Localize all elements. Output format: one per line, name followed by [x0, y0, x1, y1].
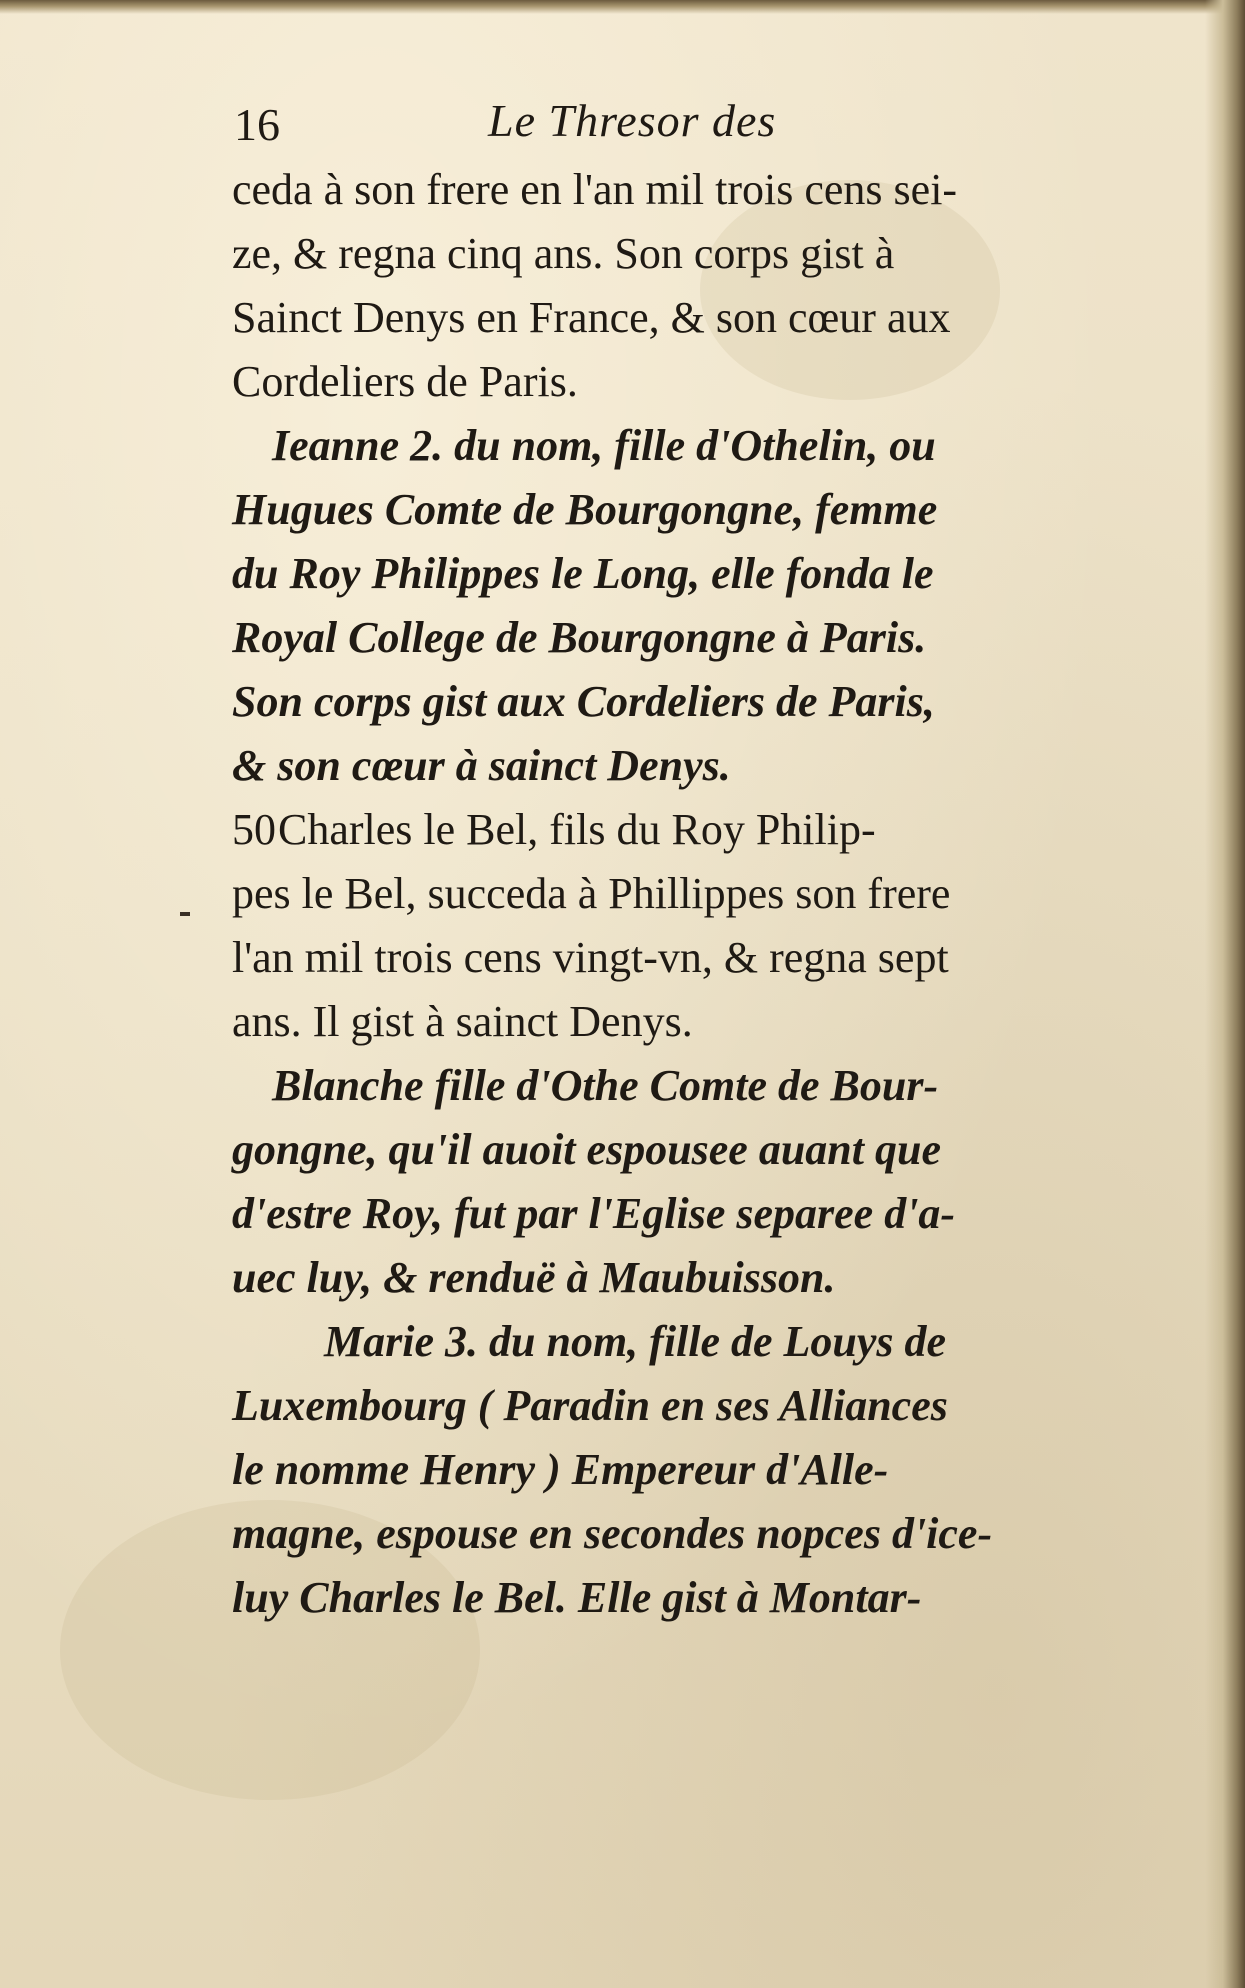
running-head: Le Thresor des [488, 95, 777, 146]
text-line-body: Charles le Bel, fils du Roy Philip- [278, 805, 876, 854]
text-line: Marie 3. du nom, fille de Louys de [324, 1317, 947, 1366]
text-line: Sainct Denys en France, & son cœur aux [232, 293, 951, 342]
text-line: pes le Bel, succeda à Phillippes son frere [232, 869, 951, 918]
text-line-numbered [232, 798, 1072, 862]
page-top-edge [0, 0, 1245, 14]
text-line: ans. Il gist à sainct Denys. [232, 997, 693, 1046]
text-line: Royal College de Bourgongne à Paris. [232, 613, 927, 662]
text-line: Cordeliers de Paris. [232, 357, 578, 406]
text-line: l'an mil trois cens vingt-vn, & regna sept [232, 933, 949, 982]
page-gutter-shadow [1205, 0, 1245, 1988]
text-line: gongne, qu'il auoit espousee auant que [232, 1125, 942, 1174]
text-line: le nomme Henry ) Empereur d'Alle- [232, 1445, 889, 1494]
text-line: uec luy, & renduë à Maubuisson. [232, 1253, 836, 1302]
marginal-number: 50 [232, 805, 276, 854]
text-line: du Roy Philippes le Long, elle fonda le [232, 549, 934, 598]
text-line: d'estre Roy, fut par l'Eglise separee d'a- [232, 1189, 956, 1238]
text-line: Ieanne 2. du nom, fille d'Othelin, ou [272, 421, 936, 470]
text-line: Son corps gist aux Cordeliers de Paris, [232, 677, 935, 726]
margin-mark [180, 912, 190, 916]
text-line: Luxembourg ( Paradin en ses Alliances [232, 1381, 948, 1430]
page-header [232, 92, 1072, 158]
text-line: luy Charles le Bel. Elle gist à Montar- [232, 1573, 922, 1622]
page-number: 16 [234, 99, 280, 150]
text-line: Blanche fille d'Othe Comte de Bour- [272, 1061, 939, 1110]
text-line: Hugues Comte de Bourgongne, femme [232, 485, 938, 534]
text-line: ze, & regna cinq ans. Son corps gist à [232, 229, 895, 278]
text-line: ceda à son frere en l'an mil trois cens sei- [232, 165, 958, 214]
page-text [232, 92, 1072, 1630]
text-line: & son cœur à sainct Denys. [232, 741, 731, 790]
text-line: magne, espouse en secondes nopces d'ice- [232, 1509, 993, 1558]
